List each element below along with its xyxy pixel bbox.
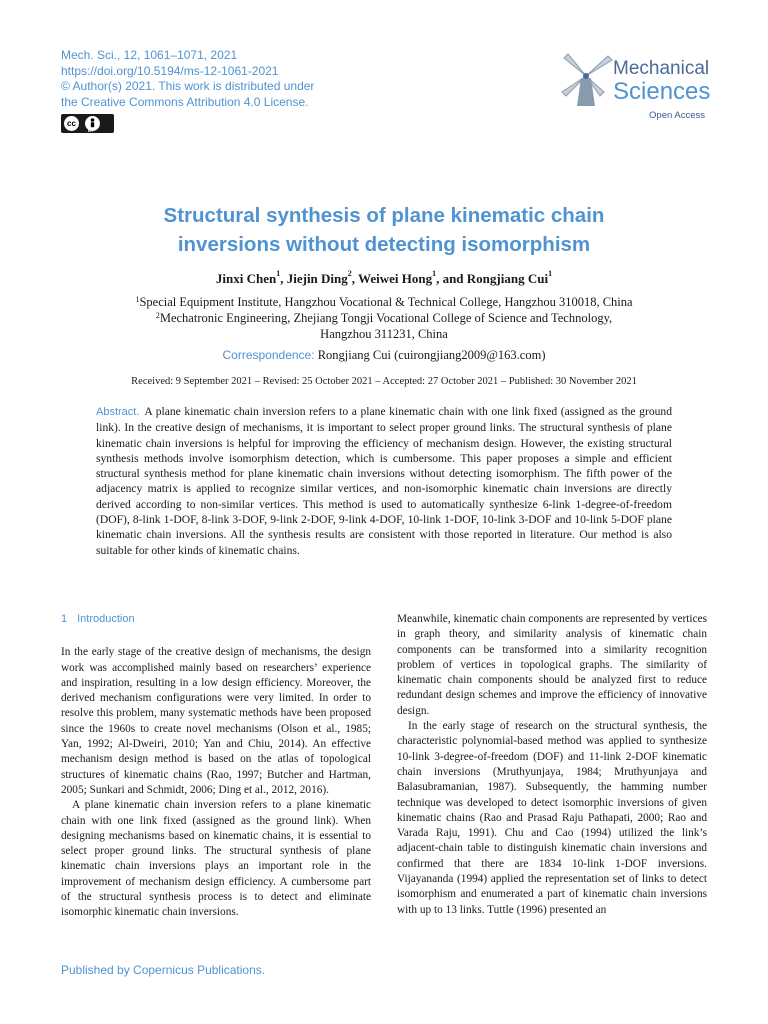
affiliation-number: 1 <box>135 295 140 304</box>
title-line-1: Structural synthesis of plane kinematic chain <box>163 204 605 227</box>
abstract-text: A plane kinematic chain inversion refers to a plane kinematic chain with one link fixed (assigned as the ground link). In the creative design of mechanisms, it is important to select proper ground links. The structural synthesis of plane kinematic chain inversions is helpful for improving the efficiency of mechanism design. However, the existing structural synthesis methods involve isomorphism detection, which is cumbersome. This paper proposes a simple and efficient structural synthesis method for plane kinematic chain inversions without detecting isomorphism. The fifth power of the adjacency matrix is applied to recognize similar vertices, and non-isomorphic kinematic chain inversions are directly derived according to non-similar vertices. This method is used to automatically synthesize 6-link 1-degree-of-freedom (DOF), 8-link 1-DOF, 8-link 3-DOF, 9-link 2-DOF, 9-link 4-DOF, 10-link 1-DOF, 10-link 3-DOF and 10-link 5-DOF plane kinematic chain inversions. All the synthesis results are consistent with those reported in literature. Our method is also suitable for other kinds of kinematic chains. <box>96 405 673 557</box>
author-affiliation-mark: 1 <box>432 269 437 278</box>
article-meta <box>61 48 314 110</box>
abstract <box>96 404 672 558</box>
license-line-2[interactable]: the Creative Commons Attribution 4.0 License. <box>61 94 309 109</box>
affiliation-text: Hangzhou 311231, China <box>320 327 448 341</box>
author-affiliation-mark: 2 <box>347 269 352 278</box>
journal-logo[interactable] <box>552 44 712 124</box>
correspondence <box>0 348 768 363</box>
author-affiliation-mark: 1 <box>548 269 553 278</box>
affiliation-line <box>0 294 768 310</box>
section-title: Introduction <box>77 613 135 625</box>
author-name: Rongjiang Cui <box>466 271 549 286</box>
paragraph: In the early stage of the creative design of mechanisms, the design work was accomplished mainly based on researchers’ experience and inspiration, resulting in a low design efficiency. Moreover, the derived mechanism configurations were very limited. In order to resolve this problem, many systematic methods have been proposed since the 1960s to create novel mechanisms (Olson et al., 1985; Yan, 1992; Al-Dweiri, 2010; Yan and Chiu, 2014). An effective mechanism design method is based on the atlas of topological structures of kinematic chains (Rao, 1997; Butcher and Hartman, 2005; Sunkari and Schmidt, 2006; Ding et al., 2012, 2016). <box>61 646 371 796</box>
affiliation-line <box>0 326 768 342</box>
author-affiliation-mark: 1 <box>276 269 281 278</box>
publication-dates: Received: 9 September 2021 – Revised: 25 October 2021 – Accepted: 27 October 2021 – Published: 30 November 2021 <box>131 376 637 387</box>
affiliation-line <box>0 310 768 326</box>
author-separator: , and <box>436 271 467 286</box>
author-separator: , <box>351 271 359 286</box>
abstract-label: Abstract. <box>96 406 140 418</box>
citation: Mech. Sci., 12, 1061–1071, 2021 <box>61 48 238 62</box>
correspondence-label: Correspondence: <box>222 348 315 362</box>
cc-icon: cc <box>64 116 79 131</box>
journal-name-line1: Mechanical <box>613 58 710 79</box>
title-line-2: inversions without detecting isomorphism <box>177 233 591 256</box>
paragraph: A plane kinematic chain inversion refers to a plane kinematic chain with one link fixed (assigned as the ground link). When designing mechanisms based on kinematic chains, it is essential to select proper ground links. The structural synthesis of plane kinematic chain inversions plays an important role in the improvement of mechanism design efficiency. A cumbersome part of the structural synthesis process is to detect and eliminate isomorphic kinematic chain inversions. <box>61 799 371 919</box>
left-column <box>61 612 371 921</box>
license-line-1: © Author(s) 2021. This work is distributed under <box>61 79 315 93</box>
author-name: Jiejin Ding <box>286 271 348 286</box>
paper-title <box>0 201 768 259</box>
right-column <box>397 612 707 918</box>
affiliation-number: 2 <box>155 311 160 320</box>
affiliation-text: Mechatronic Engineering, Zhejiang Tongji Vocational College of Science and Technology, <box>159 311 613 325</box>
cc-by-badge[interactable] <box>61 114 114 133</box>
publisher-footer: Published by Copernicus Publications. <box>61 963 266 977</box>
doi-link[interactable]: https://doi.org/10.5194/ms-12-1061-2021 <box>61 63 279 78</box>
journal-name-line2: Sciences <box>613 78 711 105</box>
author-name: Jinxi Chen <box>215 271 277 286</box>
author-name: Weiwei Hong <box>358 271 433 286</box>
by-label: BY <box>88 128 94 133</box>
windmill-icon <box>556 48 616 108</box>
section-heading <box>61 612 371 627</box>
paragraph: Meanwhile, kinematic chain components are represented by vertices in graph theory, and similarity analysis of kinematic chain components can be transformed into a similarity recognition problem of vertices in topological graphs. The similarity of kinematic chain components should be analyzed first to reduce redundant design schemes and improve the efficiency of innovative design. <box>397 613 707 717</box>
correspondence-contact[interactable]: Rongjiang Cui (cuirongjiang2009@163.com) <box>317 348 546 362</box>
affiliation-text: Special Equipment Institute, Hangzhou Vocational & Technical College, Hangzhou 310018, China <box>139 295 633 309</box>
affiliations <box>0 294 768 342</box>
section-number: 1 <box>61 613 68 625</box>
author-separator: , <box>280 271 287 286</box>
paragraph: In the early stage of research on the structural synthesis, the characteristic polynomial-based method was applied to synthesize 10-link 3-degree-of-freedom (DOF) and 11-link 2-DOF kinematic chain inversions (Mruthyunjaya, 1984; Mruthyunjaya and Balasubramanian, 1987). Subsequently, the hamming number technique was developed to detect isomorphic inversions of given kinematic chains (Rao and Prasad Raju Pathapati, 2000; Rao and Varada Raju, 1991). Chu and Cao (1994) utilized the link’s adjacent-chain table to distinguish kinematic chain inversions and confirmed that there are 1834 10-link 1-DOF inversions. Vijayananda (1994) applied the representation set of links to detect isomorphism and enumerated a part of kinematic chain inversions with up to 13 links. Tuttle (1996) presented an <box>397 720 707 916</box>
open-access-label: Open Access <box>649 110 705 121</box>
author-list <box>0 271 768 287</box>
